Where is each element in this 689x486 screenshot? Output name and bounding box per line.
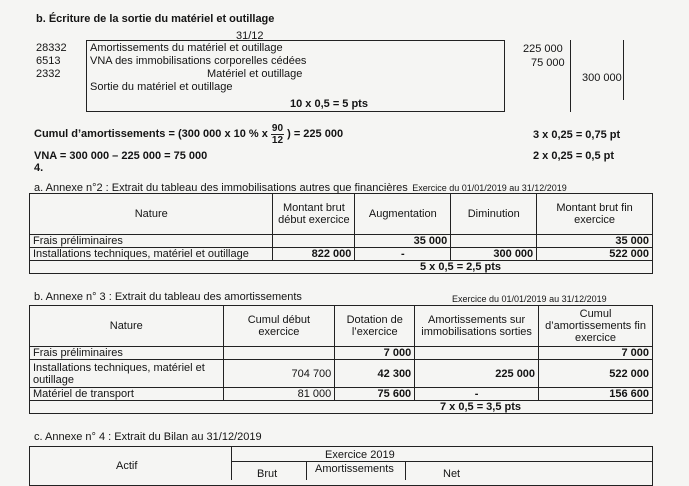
table-cell: 522 000 bbox=[537, 248, 653, 261]
score-note: 10 x 0,5 = 5 pts bbox=[290, 98, 368, 110]
table-cell: - bbox=[355, 248, 451, 261]
table-cell: Installations techniques, matériel et outillage bbox=[30, 248, 273, 261]
table-cell: 822 000 bbox=[273, 248, 355, 261]
account-number: 28332 bbox=[36, 42, 67, 54]
table-header-row bbox=[30, 306, 653, 347]
annexe2-title: a. Annexe n°2 : Extrait du tableau des immobilisations autres que financières bbox=[34, 182, 408, 194]
table-row bbox=[30, 388, 653, 401]
table-cell: 75 600 bbox=[335, 388, 415, 401]
score-row bbox=[30, 401, 653, 414]
exercice-header: Exercice 2019 bbox=[325, 449, 395, 461]
table-cell bbox=[415, 347, 539, 360]
fraction-denominator: 12 bbox=[271, 134, 284, 146]
vna-formula: VNA = 300 000 – 225 000 = 75 000 bbox=[34, 150, 208, 162]
table-cell bbox=[451, 235, 537, 248]
table-cell: 225 000 bbox=[415, 360, 539, 388]
table-row bbox=[30, 248, 653, 261]
table-cell: Matériel de transport bbox=[30, 388, 224, 401]
table-cell: 7 000 bbox=[335, 347, 415, 360]
actif-header: Actif bbox=[116, 460, 138, 472]
fraction-numerator: 90 bbox=[271, 122, 284, 134]
col-header: Montant brut fin exercice bbox=[537, 194, 653, 235]
account-number: 6513 bbox=[36, 55, 61, 67]
table-cell: - bbox=[415, 388, 539, 401]
table-cell: Installations techniques, matériel et outillage bbox=[30, 360, 224, 388]
table-cell: 35 000 bbox=[355, 235, 451, 248]
entry-label: Amortissements du matériel et outillage bbox=[90, 42, 283, 54]
account-number: 2332 bbox=[36, 68, 61, 80]
table-cell: 42 300 bbox=[335, 360, 415, 388]
col-header: Cumul début exercice bbox=[223, 306, 335, 347]
journal-separator bbox=[570, 40, 571, 112]
col-header: Amortissements sur immobilisations sorties bbox=[415, 306, 539, 347]
fraction bbox=[271, 123, 284, 146]
table-divider bbox=[231, 461, 653, 462]
col-header: Nature bbox=[30, 306, 224, 347]
table-row bbox=[30, 360, 653, 388]
table-row bbox=[30, 235, 653, 248]
question-number: 4. bbox=[34, 162, 44, 174]
annexe2-period: Exercice du 01/01/2019 au 31/12/2019 bbox=[412, 183, 567, 193]
col-header: Amortissements bbox=[315, 463, 394, 475]
score-note: 3 x 0,25 = 0,75 pt bbox=[533, 129, 621, 141]
col-header: Brut bbox=[257, 468, 278, 480]
col-header: Cumul d’amortissements fin exercice bbox=[539, 306, 653, 347]
cumul-formula-suffix: ) = 225 000 bbox=[287, 128, 344, 140]
col-header: Dotation de l’exercice bbox=[335, 306, 415, 347]
table-cell bbox=[273, 235, 355, 248]
score-note: 7 x 0,5 = 3,5 pts bbox=[30, 401, 653, 414]
table-cell: 81 000 bbox=[223, 388, 335, 401]
debit-amount: 225 000 bbox=[523, 43, 563, 55]
cumul-formula bbox=[34, 119, 343, 149]
annexe3-table bbox=[29, 305, 653, 414]
score-row bbox=[30, 261, 653, 274]
table-cell: 300 000 bbox=[451, 248, 537, 261]
table-cell bbox=[223, 347, 335, 360]
table-row bbox=[30, 347, 653, 360]
table-cell: 704 700 bbox=[223, 360, 335, 388]
table-divider bbox=[306, 461, 307, 480]
score-note: 2 x 0,25 = 0,5 pt bbox=[533, 150, 615, 162]
credit-amount: 300 000 bbox=[582, 72, 622, 84]
section-b-heading: b. Écriture de la sortie du matériel et outillage bbox=[36, 13, 275, 25]
entry-label: VNA des immobilisations corporelles cédées bbox=[90, 55, 307, 67]
table-cell: Frais préliminaires bbox=[30, 347, 224, 360]
annexe3-period: Exercice du 01/01/2019 au 31/12/2019 bbox=[452, 294, 607, 304]
col-header: Net bbox=[443, 468, 461, 480]
col-header: Montant brut début exercice bbox=[273, 194, 355, 235]
table-header-row bbox=[30, 194, 653, 235]
table-divider bbox=[231, 446, 232, 480]
entry-label: Sortie du matériel et outillage bbox=[90, 81, 233, 93]
table-cell: 156 600 bbox=[539, 388, 653, 401]
annexe4-title: c. Annexe n° 4 : Extrait du Bilan au 31/12/2019 bbox=[34, 431, 262, 443]
annexe2-table bbox=[29, 193, 653, 274]
annexe3-title: b. Annexe n° 3 : Extrait du tableau des amortissements bbox=[34, 291, 302, 303]
journal-separator-right bbox=[623, 40, 624, 100]
debit-amount: 75 000 bbox=[531, 57, 565, 69]
table-cell: 35 000 bbox=[537, 235, 653, 248]
journal-date: 31/12 bbox=[236, 30, 264, 42]
table-divider bbox=[405, 461, 406, 480]
table-cell: 7 000 bbox=[539, 347, 653, 360]
col-header: Diminution bbox=[451, 194, 537, 235]
table-cell: Frais préliminaires bbox=[30, 235, 273, 248]
cumul-formula-prefix: Cumul d’amortissements = (300 000 x 10 % x bbox=[34, 128, 268, 140]
col-header: Augmentation bbox=[355, 194, 451, 235]
table-cell: 522 000 bbox=[539, 360, 653, 388]
score-note: 5 x 0,5 = 2,5 pts bbox=[30, 261, 653, 274]
entry-label: Matériel et outillage bbox=[207, 68, 303, 80]
col-header: Nature bbox=[30, 194, 273, 235]
